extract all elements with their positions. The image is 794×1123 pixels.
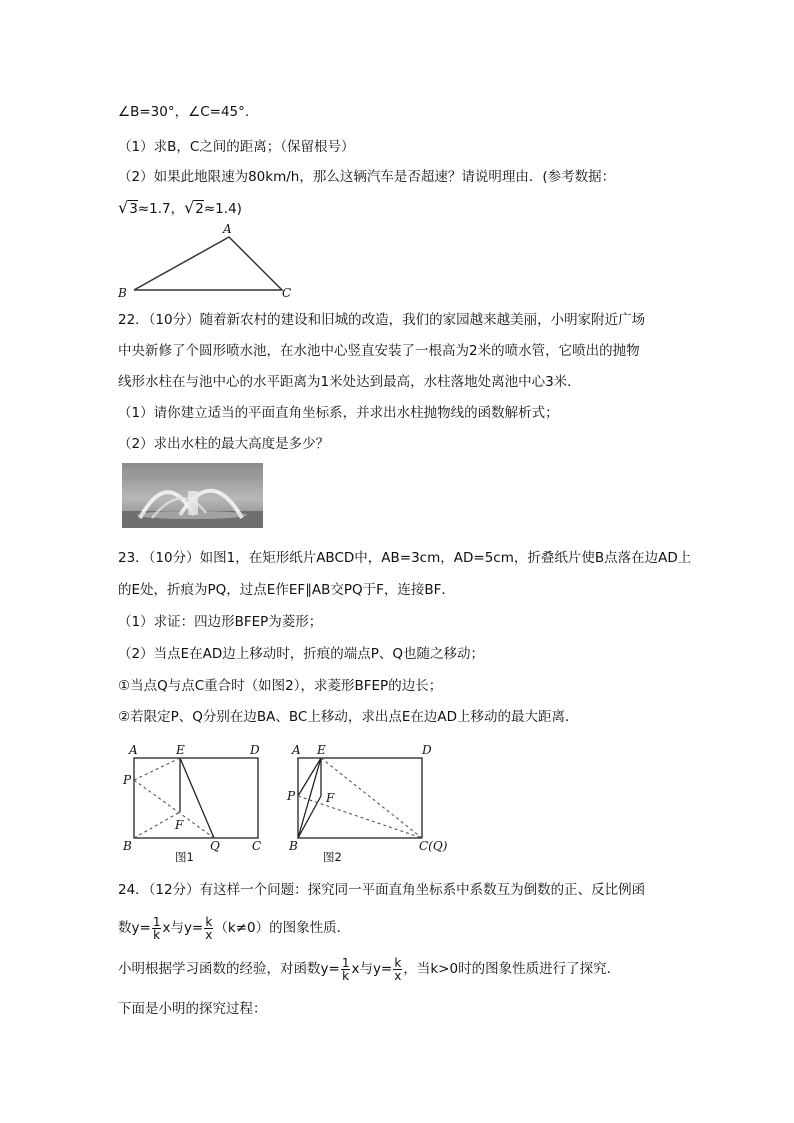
triangle-abc (134, 237, 282, 290)
q21-part1: （1）求B，C之间的距离；（保留根号） (118, 139, 355, 155)
segment-pe (298, 758, 321, 796)
q23-line1: 23．（10分）如图1，在矩形纸片ABCD中，AB=3cm，AD=5cm，折叠纸片使B点落在边AD上 (118, 550, 692, 566)
sqrt-2: √2 (184, 198, 204, 217)
label-f: F (326, 791, 335, 805)
q23-sub1: ①当点Q与点C重合时（如图2），求菱形BFEP的边长； (118, 678, 443, 694)
q24-line3: 小明根据学习函数的经验，对函数y= $\frac{1}{k}$ x与y= $\frac{k}{x}$ ，当k>0时的图象性质进行了探究． (118, 955, 621, 983)
q22-line3: 线形水柱在与池中心的水平距离为1米处达到最高，水柱落地处离池中心3米． (118, 374, 581, 390)
q23-line2: 的E处，折痕为PQ，过点E作EF∥AB交PQ于F，连接BF． (118, 582, 455, 598)
fraction-k-over-x: $\frac{k}{x}$ (394, 955, 402, 983)
segment-ec (321, 758, 422, 838)
label-c: C (252, 839, 262, 853)
fraction-1-over-k: $\frac{1}{k}$ (341, 955, 350, 983)
label-c: C (282, 286, 292, 300)
triangle-figure (112, 222, 302, 302)
q22-line2: 中央新修了个圆形喷水池，在水池中心竖直安装了一根高为2米的喷水管，它喷出的抛物 (118, 343, 640, 359)
caption-fig2: 图2 (323, 850, 342, 864)
q23-part1: （1）求证：四边形BFEP为菱形； (118, 614, 323, 630)
label-a: A (223, 222, 232, 236)
q21-reference-data: √3≈1.7，√2≈1.4) (118, 198, 242, 217)
q22-line1: 22．（10分）随着新农村的建设和旧城的改造，我们的家园越来越美丽，小明家附近广场 (118, 312, 646, 328)
label-p: P (287, 789, 296, 803)
segment-bf (134, 812, 180, 838)
rectangle-abcd (298, 758, 422, 838)
label-f: F (175, 818, 184, 832)
label-p: P (123, 773, 132, 787)
caption-fig1: 图1 (175, 850, 194, 864)
label-b: B (123, 839, 132, 853)
fold-pc (298, 796, 422, 838)
sqrt-3: √3 (118, 198, 138, 217)
figure-1 (118, 740, 278, 865)
label-d: D (250, 743, 260, 757)
q24-line1: 24．（12分）有这样一个问题：探究同一平面直角坐标系中系数互为倒数的正、反比例函 (118, 882, 646, 898)
segment-pe (134, 758, 180, 780)
label-a: A (129, 743, 138, 757)
q24-line2: 数y= $\frac{1}{k}$ x与y= $\frac{k}{x}$ （k≠0）的图象性质． (118, 914, 351, 942)
q22-part2: （2）求出水柱的最大高度是多少？ (118, 436, 330, 452)
label-e: E (176, 743, 185, 757)
fountain-photo (122, 463, 263, 528)
q21-given: ∠B=30°，∠C=45°． (118, 104, 259, 120)
q24-line4: 下面是小明的探究过程： (118, 1001, 267, 1017)
label-b: B (118, 286, 127, 300)
fraction-1-over-k: $\frac{1}{k}$ (152, 914, 161, 942)
label-q: Q (210, 839, 220, 853)
fraction-k-over-x: $\frac{k}{x}$ (205, 914, 213, 942)
q22-part1: （1）请你建立适当的平面直角坐标系，并求出水柱抛物线的函数解析式； (118, 405, 559, 421)
label-a: A (292, 743, 301, 757)
figure-2 (285, 740, 455, 865)
q23-part2: （2）当点E在AD边上移动时，折痕的端点P、Q也随之移动； (118, 646, 485, 662)
label-cq: C(Q) (419, 839, 448, 853)
label-b: B (289, 839, 298, 853)
rectangle-abcd (134, 758, 258, 838)
label-e: E (317, 743, 326, 757)
q23-sub2: ②若限定P、Q分别在边BA、BC上移动，求出点E在边AD上移动的最大距离． (118, 709, 579, 725)
q21-part2: （2）如果此地限速为80km/h，那么这辆汽车是否超速？请说明理由．(参考数据： (118, 169, 616, 185)
segment-be (298, 758, 321, 838)
label-d: D (422, 743, 432, 757)
